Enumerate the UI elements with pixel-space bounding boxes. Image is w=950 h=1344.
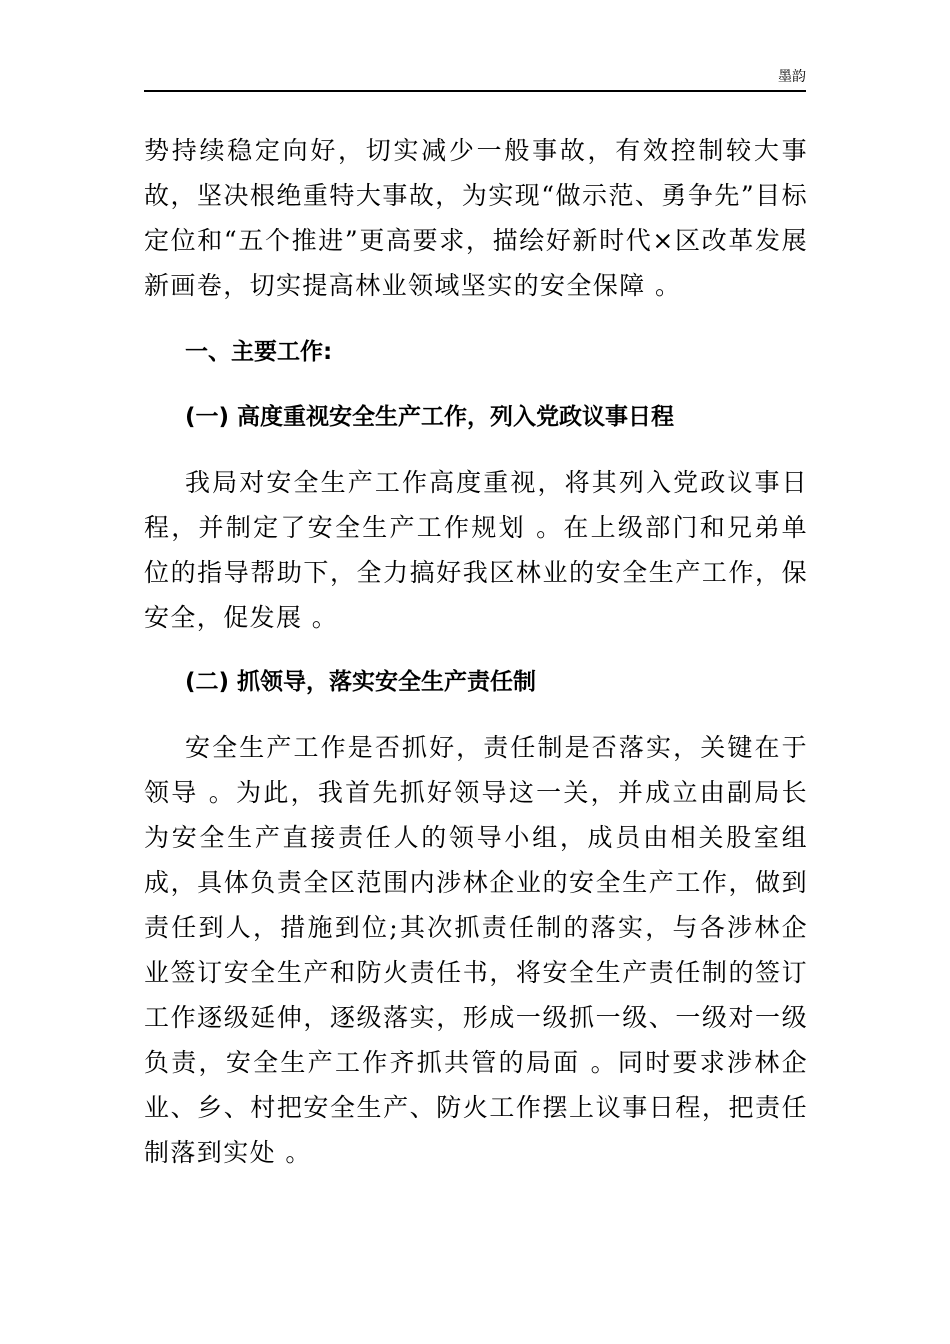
section-paragraph-2: 安全生产工作是否抓好，责任制是否落实，关键在于领导 。为此，我首先抓好领导这一关，并成立由副局长为安全生产直接责任人的领导小组，成员由相关股室组成，具体负责全区范围内涉林企业的安全生产工作，做到责任到人，措施到位;其次抓责任制的落实，与各涉林企业签订安全生产和防火责任书，将安全生产责任制的签订工作逐级延伸，逐级落实，形成一级抓一级、一级对一级负责，安全生产工作齐抓共管的局面 。同时要求涉林企业、乡、村把安全生产、防火工作摆上议事日程，把责任制落到实处 。 <box>144 733 808 1167</box>
document-body <box>144 128 808 1175</box>
main-work-heading: 一、主要工作: <box>185 339 333 365</box>
section-heading-1: (一) 高度重视安全生产工作，列入党政议事日程 <box>185 404 675 430</box>
intro-paragraph: 势持续稳定向好，切实减少一般事故，有效控制较大事故，坚决根绝重特大事故，为实现“做示范、勇争先”目标定位和“五个推进”更高要求，描绘好新时代×区改革发展新画卷，切实提高林业领域坚实的安全保障 。 <box>144 136 808 300</box>
section-paragraph-1: 我局对安全生产工作高度重视，将其列入党政议事日程，并制定了安全生产工作规划 。在上级部门和兄弟单位的指导帮助下，全力搞好我区林业的安全生产工作，保安全，促发展 。 <box>144 468 808 632</box>
section-heading-2: (二) 抓领导，落实安全生产责任制 <box>185 669 537 695</box>
page-header <box>144 68 806 92</box>
header-brand: 墨韵 <box>778 69 806 85</box>
